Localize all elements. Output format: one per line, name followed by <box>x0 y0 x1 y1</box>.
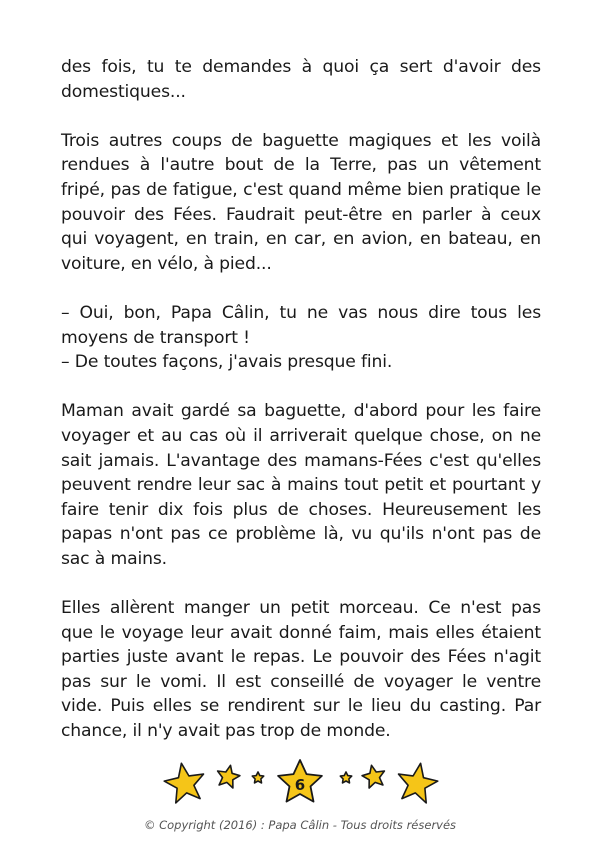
star-icon <box>164 763 203 803</box>
star-icon <box>340 772 351 783</box>
star-icon <box>362 765 384 788</box>
star-icon <box>218 765 240 788</box>
star-icon <box>252 772 263 783</box>
footer-star-ornament <box>0 752 600 812</box>
star-icon <box>399 763 438 803</box>
copyright-notice: © Copyright (2016) : Papa Câlin - Tous droits réservés <box>143 818 457 832</box>
dialogue-line: – Oui, bon, Papa Câlin, tu ne vas nous dire tous les moyens de transport ! <box>61 302 541 348</box>
dialogue-line: – De toutes façons, j'avais presque fini. <box>61 352 393 373</box>
paragraph: Trois autres coups de baguette magiques et les voilà rendues à l'autre bout de la Terre, pas un vêtement fripé, pas de fatigue, c'est quand même bien pratique le pouvoir des Fées. Faudrait peut-être en parler à ceux qui voyagent, en train, en car, en avion, en bateau, en voiture, en vélo, à pied... <box>61 130 541 274</box>
paragraph: Maman avait gardé sa baguette, d'abord pour les faire voyager et au cas où il arriverait quelque chose, on ne sait jamais. L'avantage des mamans-Fées c'est qu'elles peuvent rendre leur sac à mains tout petit et pourtant y faire tenir dix fois plus de choses. Heureusement les papas n'ont pas ce problème là, vu qu'ils n'ont pas de sac à mains. <box>61 401 541 569</box>
page-number: 6 <box>294 776 306 794</box>
page-body-text <box>61 55 541 768</box>
paragraph: des fois, tu te demandes à quoi ça sert d'avoir des domestiques... <box>61 57 541 102</box>
paragraph: Elles allèrent manger un petit morceau. Ce n'est pas que le voyage leur avait donné faim, mais elles étaient parties juste avant le repas. Le pouvoir des Fées n'agit pas sur le vomi. Il est conseillé de voyager le ventre vide. Puis elles se rendirent sur le lieu du casting. Par chance, il n'y avait pas trop de monde. <box>61 598 541 742</box>
